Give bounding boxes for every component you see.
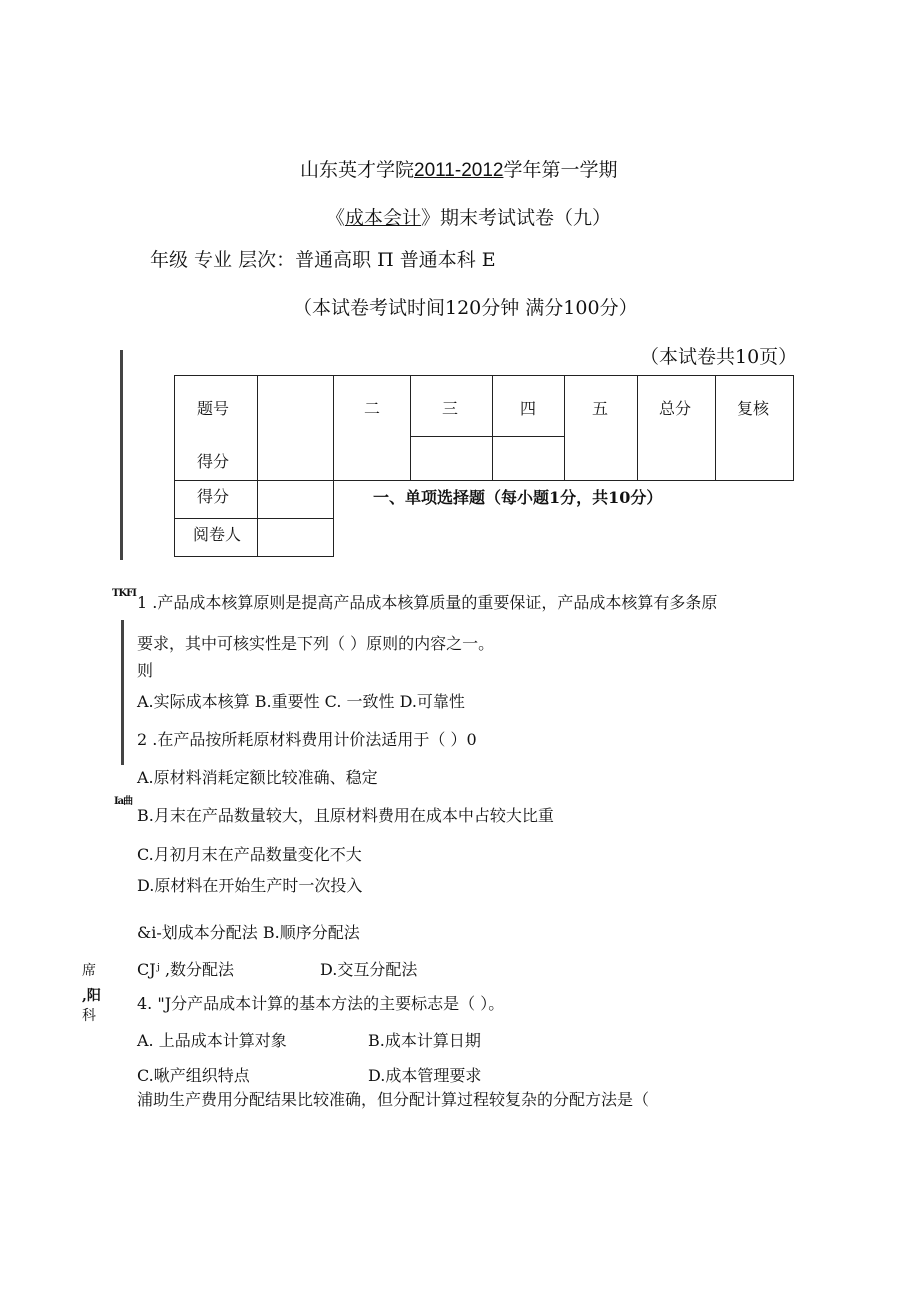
q2-option-c: C.月初月末在产品数量变化不大 (137, 845, 362, 864)
q4-option-b: B.成本计算日期 (368, 1031, 481, 1050)
score-col-4-label: 四 (520, 399, 537, 418)
score-col-2-label: 二 (364, 399, 381, 418)
q1-line-3: 则 (137, 661, 154, 680)
q4-option-c: C.啾产组织特点 (137, 1066, 250, 1085)
academic-year: 2011-2012 (414, 160, 504, 181)
q3-option-d: D.交互分配法 (320, 960, 418, 979)
grader-score-value-cell[interactable] (257, 480, 334, 519)
page-count: （本试卷共10页） (640, 346, 798, 368)
score-col-review (715, 375, 794, 481)
grader-reviewer-value-cell[interactable] (257, 518, 334, 557)
q2-option-b: B.月末在产品数量较大，且原材料费用在成本中占较大比重 (137, 806, 554, 825)
q4-option-d: D.成本管理要求 (368, 1066, 482, 1085)
margin-side-2: ,阳 (82, 988, 101, 1004)
score-row-label: 得分 (197, 452, 230, 471)
grader-score-label: 得分 (197, 487, 230, 506)
binding-line-mid (121, 620, 124, 765)
margin-side-3: 科 (82, 1008, 96, 1024)
q5-stem: 浦助生产费用分配结果比较准确，但分配计算过程较复杂的分配方法是（ (137, 1090, 650, 1109)
term-label: 学年第一学期 (503, 159, 618, 181)
score-col-3-label: 三 (442, 399, 459, 418)
course-name: 成本会计 (345, 207, 422, 229)
section-1-title: 一、单项选择题（每小题1分，共10分） (373, 488, 663, 507)
binding-line-top (120, 350, 123, 560)
score-col-5 (564, 375, 638, 481)
score-col-blank (257, 375, 334, 481)
score-col-5-label: 五 (592, 399, 609, 418)
score-col-4-score[interactable] (492, 436, 565, 481)
score-col-2 (333, 375, 411, 481)
q2-option-d: D.原材料在开始生产时一次投入 (137, 876, 363, 895)
q4-option-a: A. 上品成本计算对象 (137, 1031, 287, 1050)
exam-course-title: 《成本会计》期末考试试卷（九） (326, 207, 612, 229)
score-col-total-label: 总分 (659, 399, 692, 418)
margin-side-1: 席 (82, 963, 96, 979)
margin-label-a: TKFI (112, 588, 136, 599)
q2-option-a: A.原材料消耗定额比较准确、稳定 (137, 768, 378, 787)
grader-reviewer-label: 阅卷人 (193, 525, 242, 544)
score-col-review-label: 复核 (737, 399, 770, 418)
exam-school-term (300, 155, 617, 182)
q3-options-ab: &i-划成本分配法 B.顺序分配法 (137, 923, 360, 942)
q2-stem: 2 .在产品按所耗原材料费用计价法适用于（ ）0 (137, 730, 477, 749)
q1-line-2: 要求，其中可核实性是下列（ ）原则的内容之一。 (137, 634, 495, 653)
school-name: 山东英才学院 (300, 159, 415, 181)
score-col-total (637, 375, 716, 481)
question-number-label: 题号 (197, 399, 230, 418)
exam-duration: （本试卷考试时间120分钟 满分100分） (293, 297, 638, 319)
q1-options: A.实际成本核算 B.重要性 C. 一致性 D.可靠性 (137, 692, 465, 711)
score-col-3-score[interactable] (410, 436, 493, 481)
q1-line-1: 1 .产品成本核算原则是提高产品成本核算质量的重要保证，产品成本核算有多条原 (137, 593, 718, 612)
q3-option-c: CJʲ ,数分配法 (137, 960, 235, 979)
q4-stem: 4. "J分产品成本计算的基本方法的主要标志是（ ）。 (137, 994, 505, 1013)
margin-label-b: Ia曲 (114, 796, 133, 807)
grade-major-level: 年级 专业 层次：普通高职 Π 普通本科 E (150, 249, 496, 271)
